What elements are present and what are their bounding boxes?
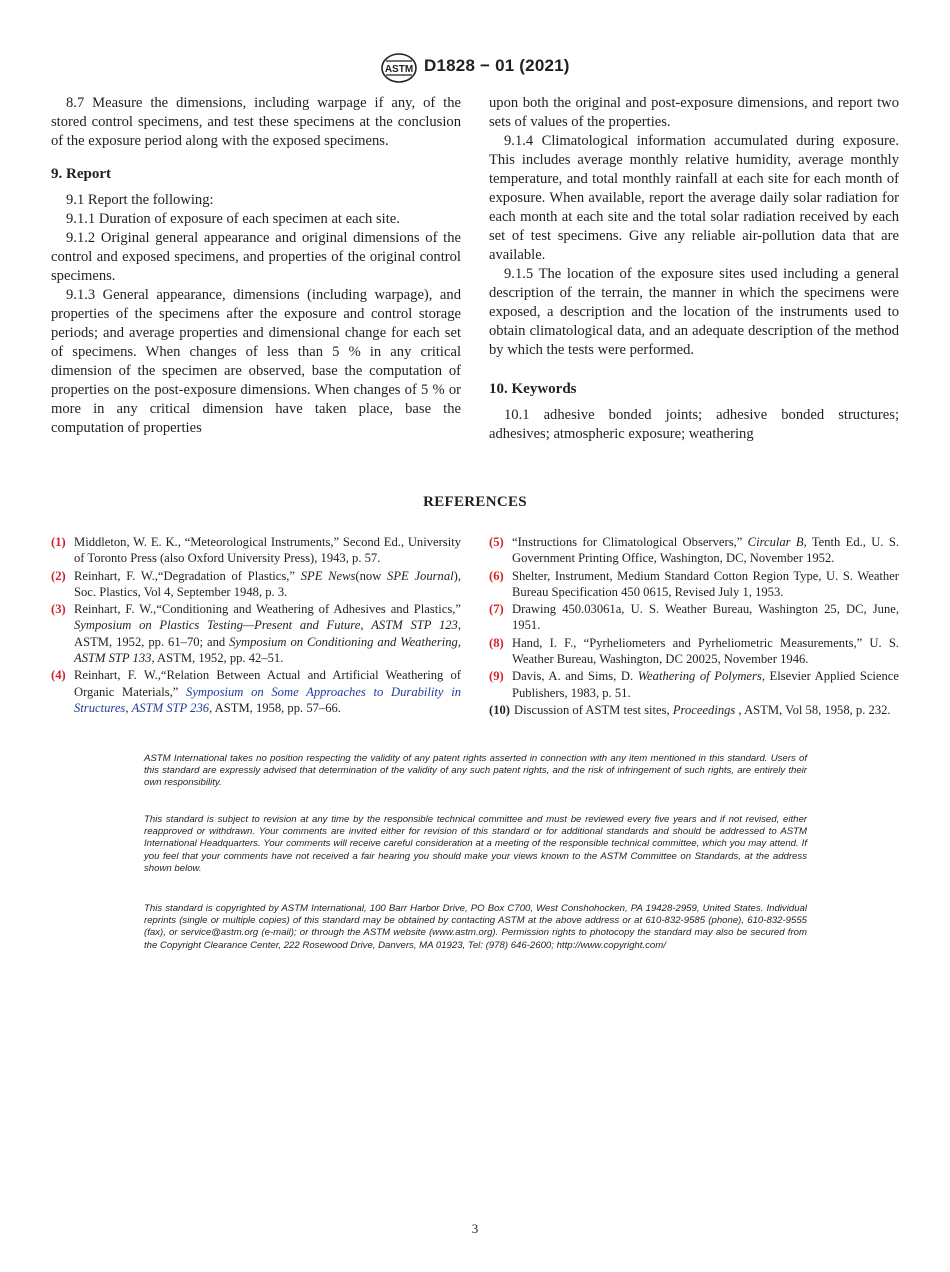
reference-number[interactable]: (4) bbox=[51, 668, 66, 683]
reference-text: “Instructions for Climatological Observers,” bbox=[512, 535, 748, 549]
reference-5 bbox=[489, 534, 899, 567]
reference-text: , ASTM, 1952, pp. 61–70; and bbox=[74, 618, 461, 649]
references-title: REFERENCES bbox=[423, 494, 527, 510]
reference-8 bbox=[489, 635, 899, 668]
copyright-notice: This standard is copyrighted by ASTM International, 100 Barr Harbor Drive, PO Box C700, West Conshohocken, PA 19428-2959, United States. Individual reprints (single or multiple copies) of this standard may be obtained by contacting ASTM at the above address or at 610-832-9585 (phone), 610-832-9555 (fax), or service@astm.org (e-mail); or through the ASTM website (www.astm.org). Permission rights to photocopy the standard may also be secured from the Copyright Clearance Center, 222 Rosewood Drive, Danvers, MA 01923, Tel: (978) 646-2600; http://www.copyright.com/ bbox=[144, 903, 807, 951]
reference-text: Discussion of ASTM test sites, bbox=[514, 702, 673, 717]
reference-stp: ASTM STP 123 bbox=[371, 618, 458, 633]
reference-number: (10) bbox=[489, 702, 510, 717]
paragraph-8-7: 8.7 Measure the dimensions, including warpage if any, of the stored control specimens, and test these specimens at the conclusion of the exposure period along with the exposed specimens. bbox=[51, 95, 461, 149]
paragraph-9-1-3: 9.1.3 General appearance, dimensions (including warpage), and properties of the specimens after the exposure and control storage periods; and average properties and dimensional change for each set of specimens. When changes of less than 5 % in any critical dimension of the specimen are observed, base the computation of properties on the post-exposure dimensions. When changes of 5 % or more in any critical dimension have taken place, base the computation of properties bbox=[51, 287, 461, 436]
paragraph-9-1-4: 9.1.4 Climatological information accumulated during exposure. This includes average monthly relative humidity, average monthly temperature, and total monthly rainfall at each site for each month of exposure. When available, report the average daily solar radiation for each month at each site and the total solar radiation received by each set of test specimens. Give any reliable air-pollution data that are available. bbox=[489, 133, 899, 263]
reference-text: , ASTM, 1958, pp. 57–66. bbox=[209, 700, 341, 715]
reference-number[interactable]: (8) bbox=[489, 635, 504, 650]
astm-logo-icon bbox=[380, 52, 418, 84]
reference-link[interactable]: Symposium on Some Approaches to Durability in Structures bbox=[74, 684, 461, 715]
paragraph-9-1-2: 9.1.2 Original general appearance and original dimensions of the control and exposed specimens, and properties of the original control specimens. bbox=[51, 230, 461, 284]
reference-title: Symposium on Conditioning and Weathering bbox=[229, 634, 458, 649]
section-10-title: 10. Keywords bbox=[489, 381, 577, 397]
reference-text: Middleton, W. E. K., “Meteorological Instruments,” Second Ed., University of Toronto Press (also Oxford University Press), 1943, p. 57. bbox=[74, 535, 461, 566]
reference-text: , bbox=[125, 700, 132, 715]
paragraph-9-1: 9.1 Report the following: bbox=[66, 192, 214, 208]
reference-1 bbox=[51, 534, 461, 567]
references-left-column bbox=[51, 534, 461, 717]
standard-designation: D1828 − 01 (2021) bbox=[424, 56, 570, 75]
reference-text: , bbox=[360, 618, 372, 633]
reference-text: Reinhart, F. W.,“Degradation of Plastics,” bbox=[74, 568, 301, 583]
reference-text: , ASTM, 1952, pp. 42–51. bbox=[151, 651, 284, 666]
reference-number[interactable]: (9) bbox=[489, 669, 504, 684]
reference-number[interactable]: (2) bbox=[51, 568, 66, 583]
reference-text: Drawing 450.03061a, U. S. Weather Bureau, Washington 25, DC, June, 1951. bbox=[512, 602, 899, 633]
patent-notice: ASTM International takes no position respecting the validity of any patent rights asserted in connection with any item mentioned in this standard. Users of this standard are expressly advised that determination of the validity of any such patent rights, and the risk of infringement of such rights, are entirely their own responsibility. bbox=[144, 753, 807, 789]
section-9-title: 9. Report bbox=[51, 166, 111, 182]
reference-text: Davis, A. and Sims, D. bbox=[512, 669, 638, 684]
reference-number[interactable]: (6) bbox=[489, 568, 504, 583]
reference-journal: SPE News bbox=[300, 568, 356, 583]
reference-10 bbox=[489, 702, 899, 718]
paragraph-9-1-1: 9.1.1 Duration of exposure of each specimen at each site. bbox=[66, 211, 400, 227]
reference-number[interactable]: (5) bbox=[489, 535, 504, 549]
revision-notice: This standard is subject to revision at any time by the responsible technical committee and must be reviewed every five years and if not revised, either reapproved or withdrawn. Your comments are invited either for revision of this standard or for additional standards and should be addressed to ASTM International Headquarters. Your comments will receive careful consideration at a meeting of the responsible technical committee, which you may attend. If you feel that your comments have not received a fair hearing you should make your views known to the ASTM Committee on Standards, at the address shown below. bbox=[144, 814, 807, 874]
reference-title: Proceedings bbox=[672, 702, 736, 717]
paragraph-9-1-3-continued: upon both the original and post-exposure dimensions, and report two sets of values of the properties. bbox=[489, 95, 899, 130]
reference-text: , Tenth Ed., U. S. Government Printing Office, Washington, DC, November 1952. bbox=[512, 535, 899, 566]
reference-text: , bbox=[457, 634, 461, 649]
reference-text: Hand, I. F., “Pyrheliometers and Pyrheliometric Measurements,” U. S. Weather Bureau, Washington, DC 20025, November 1946. bbox=[512, 635, 899, 667]
reference-journal: SPE Journal bbox=[387, 568, 454, 583]
references-right-column bbox=[489, 534, 899, 719]
reference-7 bbox=[489, 601, 899, 634]
paragraph-10-1: 10.1 adhesive bonded joints; adhesive bonded structures; adhesives; atmospheric exposure; weathering bbox=[489, 407, 899, 442]
reference-title: Symposium on Plastics Testing—Present and Future bbox=[74, 618, 361, 633]
reference-number[interactable]: (1) bbox=[51, 535, 66, 549]
reference-number[interactable]: (3) bbox=[51, 602, 66, 617]
reference-4 bbox=[51, 667, 461, 716]
reference-number[interactable]: (7) bbox=[489, 602, 504, 617]
svg-text:ASTM: ASTM bbox=[384, 64, 414, 75]
reference-text: Reinhart, F. W.,“Conditioning and Weathering of Adhesives and Plastics,” bbox=[74, 602, 461, 617]
reference-text: Reinhart, F. W.,“Relation Between Actual and Artificial Weathering of Organic Materials,” bbox=[74, 668, 461, 699]
reference-6 bbox=[489, 568, 899, 601]
reference-text: , Elsevier Applied Science Publishers, 1983, p. 51. bbox=[512, 669, 899, 700]
reference-text: , ASTM, Vol 58, 1958, p. 232. bbox=[735, 702, 891, 717]
page-number: 3 bbox=[471, 1221, 479, 1236]
left-column bbox=[51, 94, 461, 438]
paragraph-9-1-5: 9.1.5 The location of the exposure sites used including a general description of the terrain, the manner in which the specimens were exposed, a description and the location of the instruments used to obtain climatological data, and an adequate description of the method by which the tests were performed. bbox=[489, 266, 899, 358]
reference-text: ), Soc. Plastics, Vol 4, September 1948, p. 3. bbox=[74, 568, 461, 599]
reference-title: Circular B bbox=[747, 535, 804, 549]
reference-text: Shelter, Instrument, Medium Standard Cotton Region Type, U. S. Weather Bureau Specification 450 0615, Revised July 1, 1953. bbox=[512, 568, 899, 599]
page-header bbox=[0, 52, 950, 92]
reference-9 bbox=[489, 668, 899, 701]
reference-link[interactable]: ASTM STP 236 bbox=[131, 700, 210, 715]
right-column bbox=[489, 94, 899, 444]
reference-text: (now bbox=[355, 568, 388, 583]
reference-title: Weathering of Polymers bbox=[637, 669, 762, 684]
reference-3 bbox=[51, 601, 461, 666]
reference-2 bbox=[51, 568, 461, 601]
reference-stp: ASTM STP 133 bbox=[74, 651, 152, 666]
